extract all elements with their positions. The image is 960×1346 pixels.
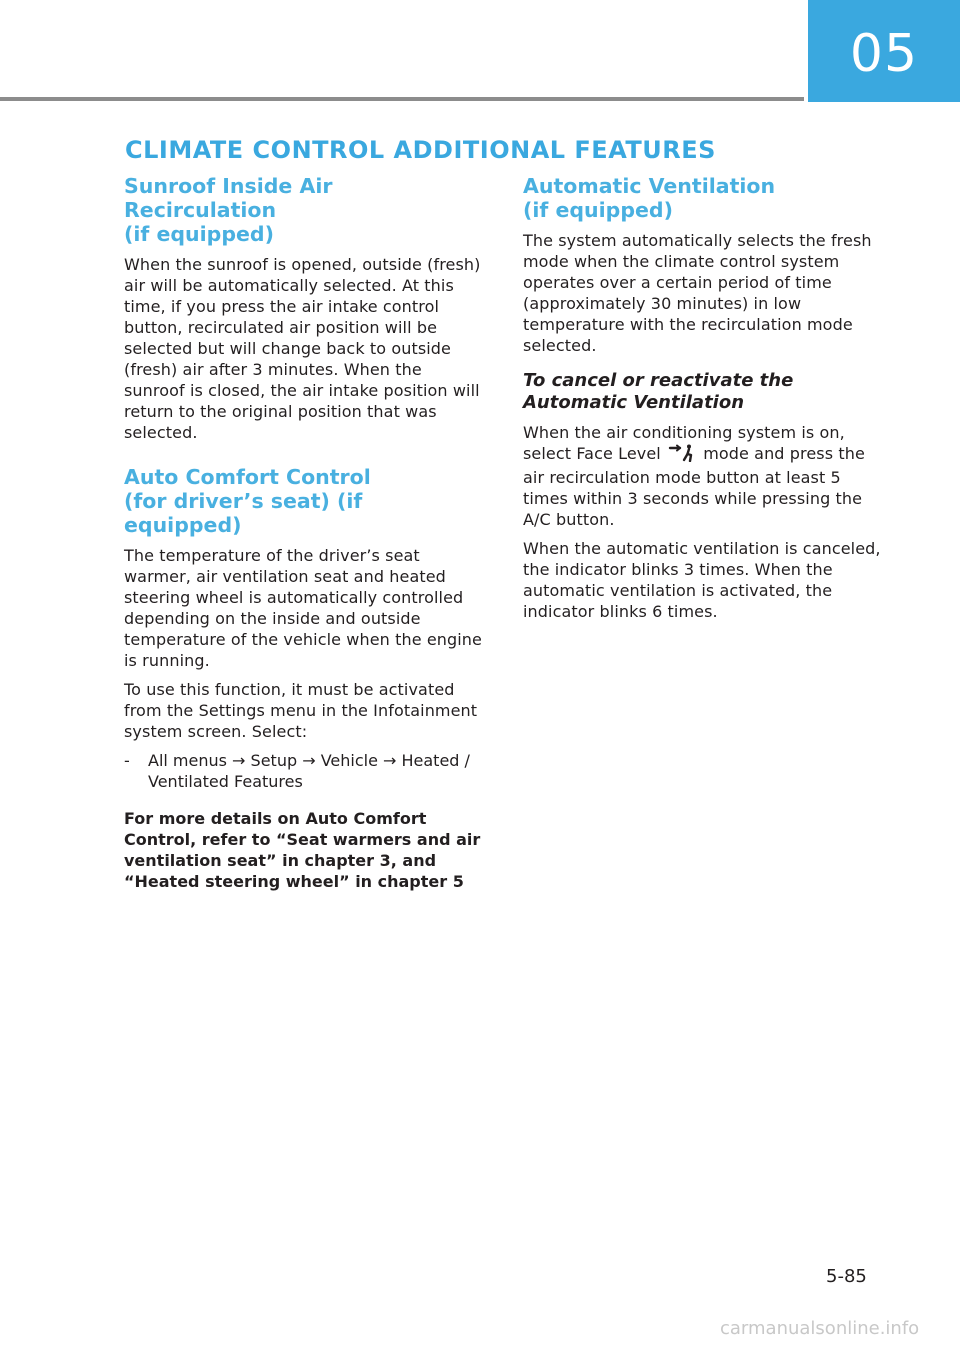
cancel-body-after-icon: mode and press the air recirculation mode button at least 5 times within 3 seconds while pressing the A/C button. bbox=[523, 444, 865, 529]
settings-path-item bbox=[124, 750, 484, 792]
auto-comfort-heading-line1: Auto Comfort Control bbox=[124, 465, 371, 489]
bullet-dash: - bbox=[124, 751, 130, 770]
auto-vent-heading bbox=[523, 174, 885, 222]
header-rule bbox=[0, 97, 804, 101]
auto-comfort-heading-line2: (for driver’s seat) (if equipped) bbox=[124, 489, 363, 537]
auto-comfort-body2: To use this function, it must be activated from the Settings menu in the Infotainment system screen. Select: bbox=[124, 680, 478, 741]
auto-comfort-heading bbox=[124, 465, 484, 537]
settings-path-text: All menus → Setup → Vehicle → Heated / Ventilated Features bbox=[148, 751, 470, 791]
indicator-body: When the automatic ventilation is canceled, the indicator blinks 3 times. When the automatic ventilation is activated, the indicator blinks 6 times. bbox=[523, 539, 881, 621]
sunroof-heading-line2: (if equipped) bbox=[124, 222, 274, 246]
cancel-body bbox=[523, 422, 885, 530]
auto-comfort-body1: The temperature of the driver’s seat warmer, air ventilation seat and heated steering wheel is automatically controlled depending on the inside and outside temperature of the vehicle when the engine is running. bbox=[124, 546, 482, 670]
section-title: CLIMATE CONTROL ADDITIONAL FEATURES bbox=[125, 136, 716, 164]
left-column bbox=[124, 174, 484, 908]
page-number: 5-85 bbox=[826, 1266, 867, 1287]
sunroof-heading-line1: Sunroof Inside Air Recirculation bbox=[124, 174, 333, 222]
reference-note: For more details on Auto Comfort Control, refer to “Seat warmers and air ventilation seat” in chapter 3, and “Heated steering wheel” in chapter 5 bbox=[124, 809, 481, 891]
right-column bbox=[523, 174, 885, 630]
auto-vent-heading-line1: Automatic Ventilation bbox=[523, 174, 776, 198]
chapter-tab: 05 bbox=[808, 0, 960, 102]
watermark: carmanualsonline.info bbox=[720, 1318, 920, 1339]
cancel-heading bbox=[523, 370, 885, 414]
cancel-heading-line2: Automatic Ventilation bbox=[523, 392, 745, 413]
cancel-body-before-icon: When the air conditioning system is on, select Face Level bbox=[523, 423, 845, 463]
sunroof-heading bbox=[124, 174, 484, 246]
sunroof-body: When the sunroof is opened, outside (fresh) air will be automatically selected. At this time, if you press the air intake control button, recirculated air position will be selected but will change back to outside (fresh) air after 3 minutes. When the sunroof is closed, the air intake position will return to the original position that was selected. bbox=[124, 255, 481, 442]
auto-vent-heading-line2: (if equipped) bbox=[523, 198, 673, 222]
cancel-heading-line1: To cancel or reactivate the bbox=[523, 370, 794, 391]
face-level-icon bbox=[668, 444, 696, 467]
auto-vent-body: The system automatically selects the fresh mode when the climate control system operates over a certain period of time (approximately 30 minutes) in low temperature with the recirculation mode selected. bbox=[523, 231, 872, 355]
